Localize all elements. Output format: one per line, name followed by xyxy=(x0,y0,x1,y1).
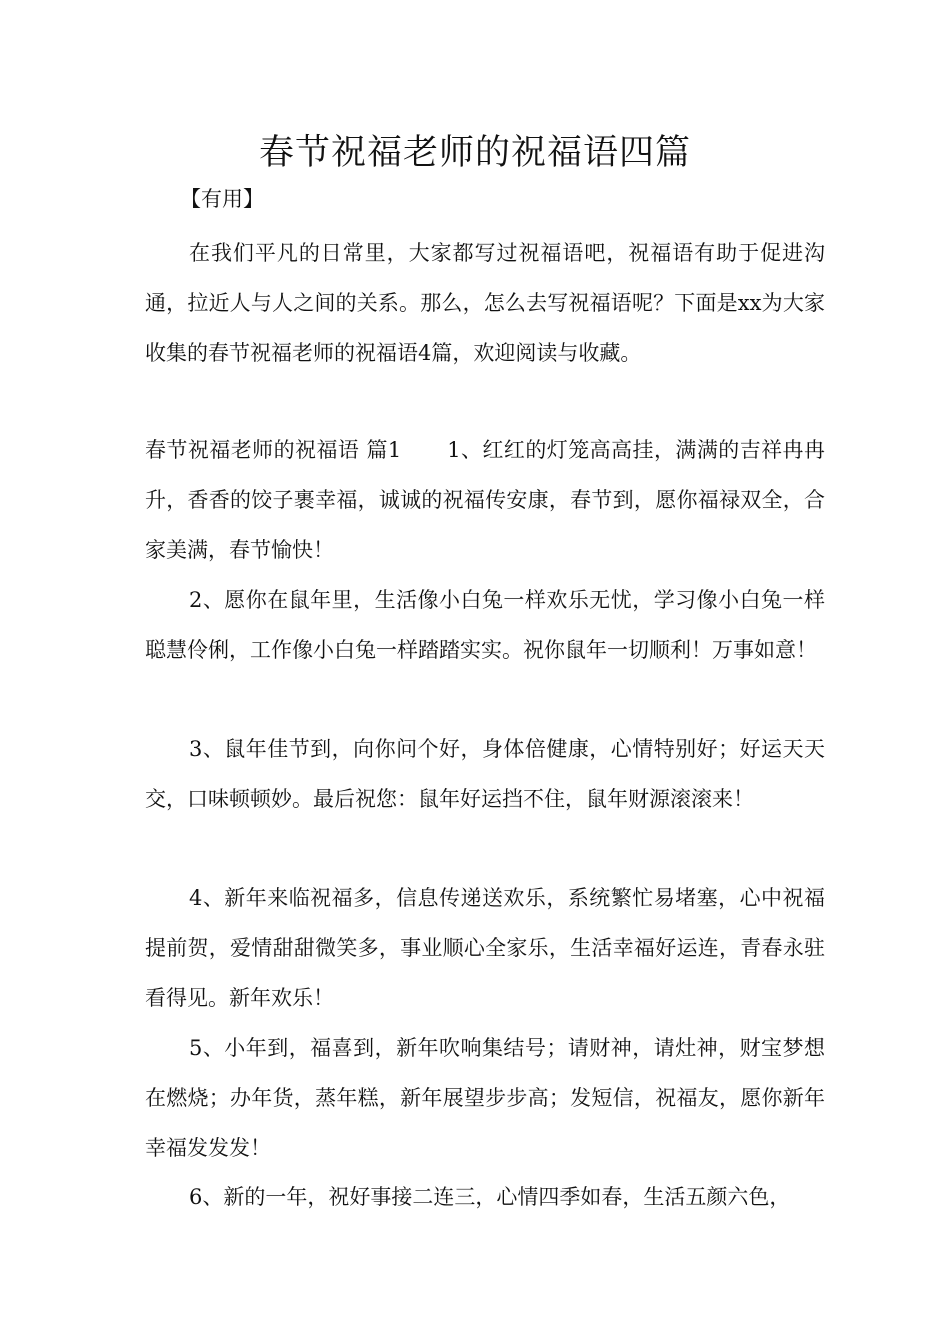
section-heading: 春节祝福老师的祝福语 篇1 xyxy=(145,438,402,462)
wish-item-4: 4、新年来临祝福多，信息传递送欢乐，系统繁忙易堵塞，心中祝福提前贺，爱情甜甜微笑多，事业顺心全家乐，生活幸福好运连，青春永驻看得见。新年欢乐！ xyxy=(145,886,825,1010)
wish-item-5: 5、小年到，福喜到，新年吹响集结号；请财神，请灶神，财宝梦想在燃烧；办年货，蒸年糕，新年展望步步高；发短信，祝福友，愿你新年幸福发发发！ xyxy=(145,1036,825,1160)
wish-item-6: 6、新的一年，祝好事接二连三，心情四季如春，生活五颜六色， xyxy=(189,1185,791,1209)
section-1-paragraph xyxy=(145,425,825,575)
document-tag: 【有用】 xyxy=(180,187,264,211)
intro-paragraph: 在我们平凡的日常里，大家都写过祝福语吧，祝福语有助于促进沟通，拉近人与人之间的关系。那么，怎么去写祝福语呢？下面是xx为大家收集的春节祝福老师的祝福语4篇，欢迎阅读与收藏。 xyxy=(145,241,825,365)
wish-item-2: 2、愿你在鼠年里，生活像小白兔一样欢乐无忧，学习像小白兔一样聪慧伶俐，工作像小白兔一样踏踏实实。祝你鼠年一切顺利！万事如意！ xyxy=(145,588,825,662)
wish-item-1: 1、红红的灯笼高高挂，满满的吉祥冉冉升，香香的饺子裹幸福，诚诚的祝福传安康，春节到，愿你福禄双全，合家美满，春节愉快！ xyxy=(145,438,825,562)
wish-item-3: 3、鼠年佳节到，向你问个好，身体倍健康，心情特别好；好运天天交，口味顿顿妙。最后祝您：鼠年好运挡不住，鼠年财源滚滚来！ xyxy=(145,737,825,811)
document-title: 春节祝福老师的祝福语四篇 xyxy=(258,133,691,173)
